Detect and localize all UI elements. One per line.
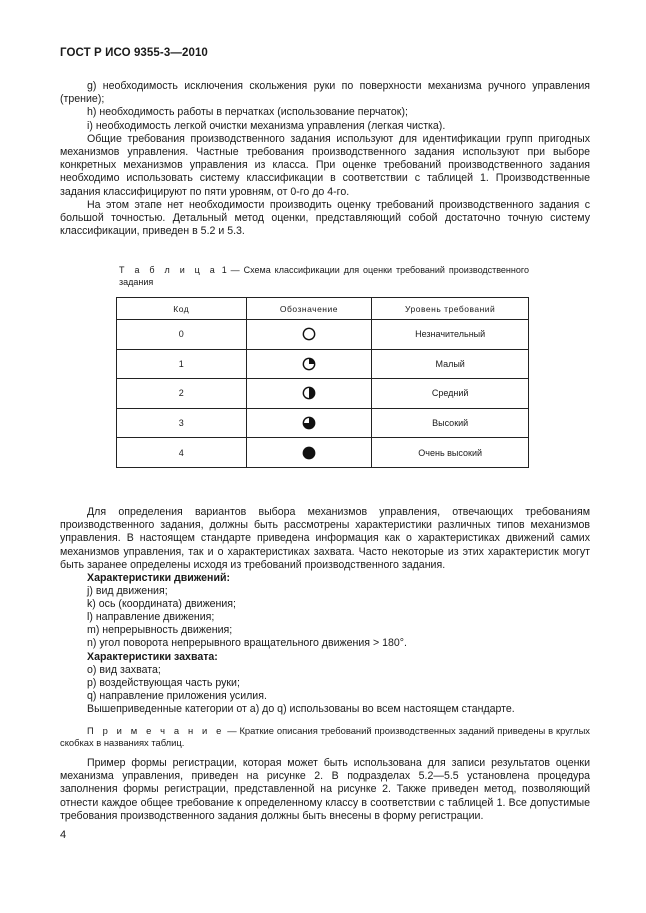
document-header: ГОСТ Р ИСО 9355-3—2010 bbox=[60, 47, 208, 59]
table-row bbox=[117, 349, 529, 379]
paragraph-registration: Пример формы регистрации, которая может быть использована для записи результатов оценки механизма управления, приведен на рисунке 2. В подразделах 5.2—5.5 установлена процедура заполнения формы регистрации, представленной на рисунке 2. Также приведен метод, позволяющий отнести каждое общее требование к определенному классу в соответствии с таблицей 1. Все допустимые требования производственного задания должны быть внесены в форму регистрации. bbox=[60, 757, 590, 822]
column-header-level: Уровень требований bbox=[372, 298, 529, 320]
classification-table bbox=[116, 297, 529, 468]
registration-form-paragraph bbox=[60, 757, 590, 823]
paragraph-characteristics: Для определения вариантов выбора механизмов управления, отвечающих требованиям производственного задания, должны быть рассмотрены характеристики различных типов механизмов управления. В настоящем стандарте приведена информация как о характеристиках движений самих механизмов управления, так и о характеристиках захвата. Часто некоторые из этих характеристик могут быть заранее определены исходя из требований производственного задания. bbox=[60, 506, 590, 571]
motion-characteristics-heading: Характеристики движений: bbox=[87, 572, 231, 584]
code-cell: 4 bbox=[117, 438, 247, 468]
level-cell: Средний bbox=[372, 379, 529, 409]
symbol-cell bbox=[246, 438, 372, 468]
page-number: 4 bbox=[60, 829, 67, 841]
list-item: j) вид движения; bbox=[87, 585, 168, 597]
level-cell: Высокий bbox=[372, 408, 529, 438]
paragraph-general-requirements: Общие требования производственного задания используют для идентификации групп пригодных механизмов управления. Частные требования производственного задания используют при выборе конкретных механизмов управления из класса. При оценке требований производственного задания необходимо использовать систему классификации в соответствии с таблицей 1. Производственные задания классифицируют по пяти уровням, от 0-го до 4-го. bbox=[60, 132, 590, 198]
list-item: q) направление приложения усилия. bbox=[87, 690, 267, 702]
level-cell: Незначительный bbox=[372, 320, 529, 350]
control-selection-paragraph bbox=[60, 506, 590, 572]
symbol-cell bbox=[246, 408, 372, 438]
empty-circle-icon bbox=[302, 327, 316, 341]
half-filled-circle-icon bbox=[302, 386, 316, 400]
list-item: l) направление движения; bbox=[87, 611, 215, 623]
column-header-symbol: Обозначение bbox=[246, 298, 372, 320]
item-h: h) необходимость работы в перчатках (использование перчаток); bbox=[87, 106, 408, 119]
list-item: n) угол поворота непрерывного вращательного движения > 180°. bbox=[87, 637, 407, 649]
code-cell: 1 bbox=[117, 349, 247, 379]
symbol-cell bbox=[246, 320, 372, 350]
grip-characteristics-heading: Характеристики захвата: bbox=[87, 651, 218, 663]
symbol-outline bbox=[303, 447, 314, 458]
table-row bbox=[117, 438, 529, 468]
symbol-cell bbox=[246, 349, 372, 379]
code-cell: 0 bbox=[117, 320, 247, 350]
table-row bbox=[117, 320, 529, 350]
intro-section bbox=[60, 80, 590, 238]
table-row bbox=[117, 408, 529, 438]
list-item: o) вид захвата; bbox=[87, 664, 161, 676]
level-cell: Очень высокий bbox=[372, 438, 529, 468]
item-g: g) необходимость исключения скольжения руки по поверхности механизма ручного управления (трение); bbox=[60, 80, 590, 106]
list-item: p) воздействующая часть руки; bbox=[87, 677, 240, 689]
full-filled-circle-icon bbox=[302, 446, 316, 460]
level-cell: Малый bbox=[372, 349, 529, 379]
list-item: k) ось (координата) движения; bbox=[87, 598, 236, 610]
column-header-code: Код bbox=[117, 298, 247, 320]
table-caption-text: 1 — Схема классификации для оценки требований производственного задания bbox=[119, 265, 529, 287]
three-quarter-filled-circle-icon bbox=[302, 416, 316, 430]
symbol-outline bbox=[303, 329, 314, 340]
code-cell: 2 bbox=[117, 379, 247, 409]
code-cell: 3 bbox=[117, 408, 247, 438]
item-i: i) необходимость легкой очистки механизма управления (легкая чистка). bbox=[87, 119, 446, 132]
quarter-filled-circle-icon bbox=[302, 357, 316, 371]
table-header-row bbox=[117, 298, 529, 320]
note-label: П р и м е ч а н и е bbox=[87, 725, 225, 736]
symbol-cell bbox=[246, 379, 372, 409]
note-text: — Краткие описания требований производственных заданий приведены в круглых скобках в названиях таблиц. bbox=[60, 725, 590, 748]
list-item: m) непрерывность движения; bbox=[87, 624, 233, 636]
table-row bbox=[117, 379, 529, 409]
table-caption bbox=[119, 265, 529, 288]
note bbox=[60, 725, 590, 749]
summary-line: Вышеприведенные категории от a) до q) использованы во всем настоящем стандарте. bbox=[87, 703, 515, 715]
table-caption-label: Т а б л и ц а bbox=[119, 265, 218, 275]
paragraph-accuracy: На этом этапе нет необходимости производить оценку требований производственного задания с большой точностью. Детальный метод оценки, представляющий собой достаточно точную систему классификации, приведен в 5.2 и 5.3. bbox=[60, 198, 590, 238]
